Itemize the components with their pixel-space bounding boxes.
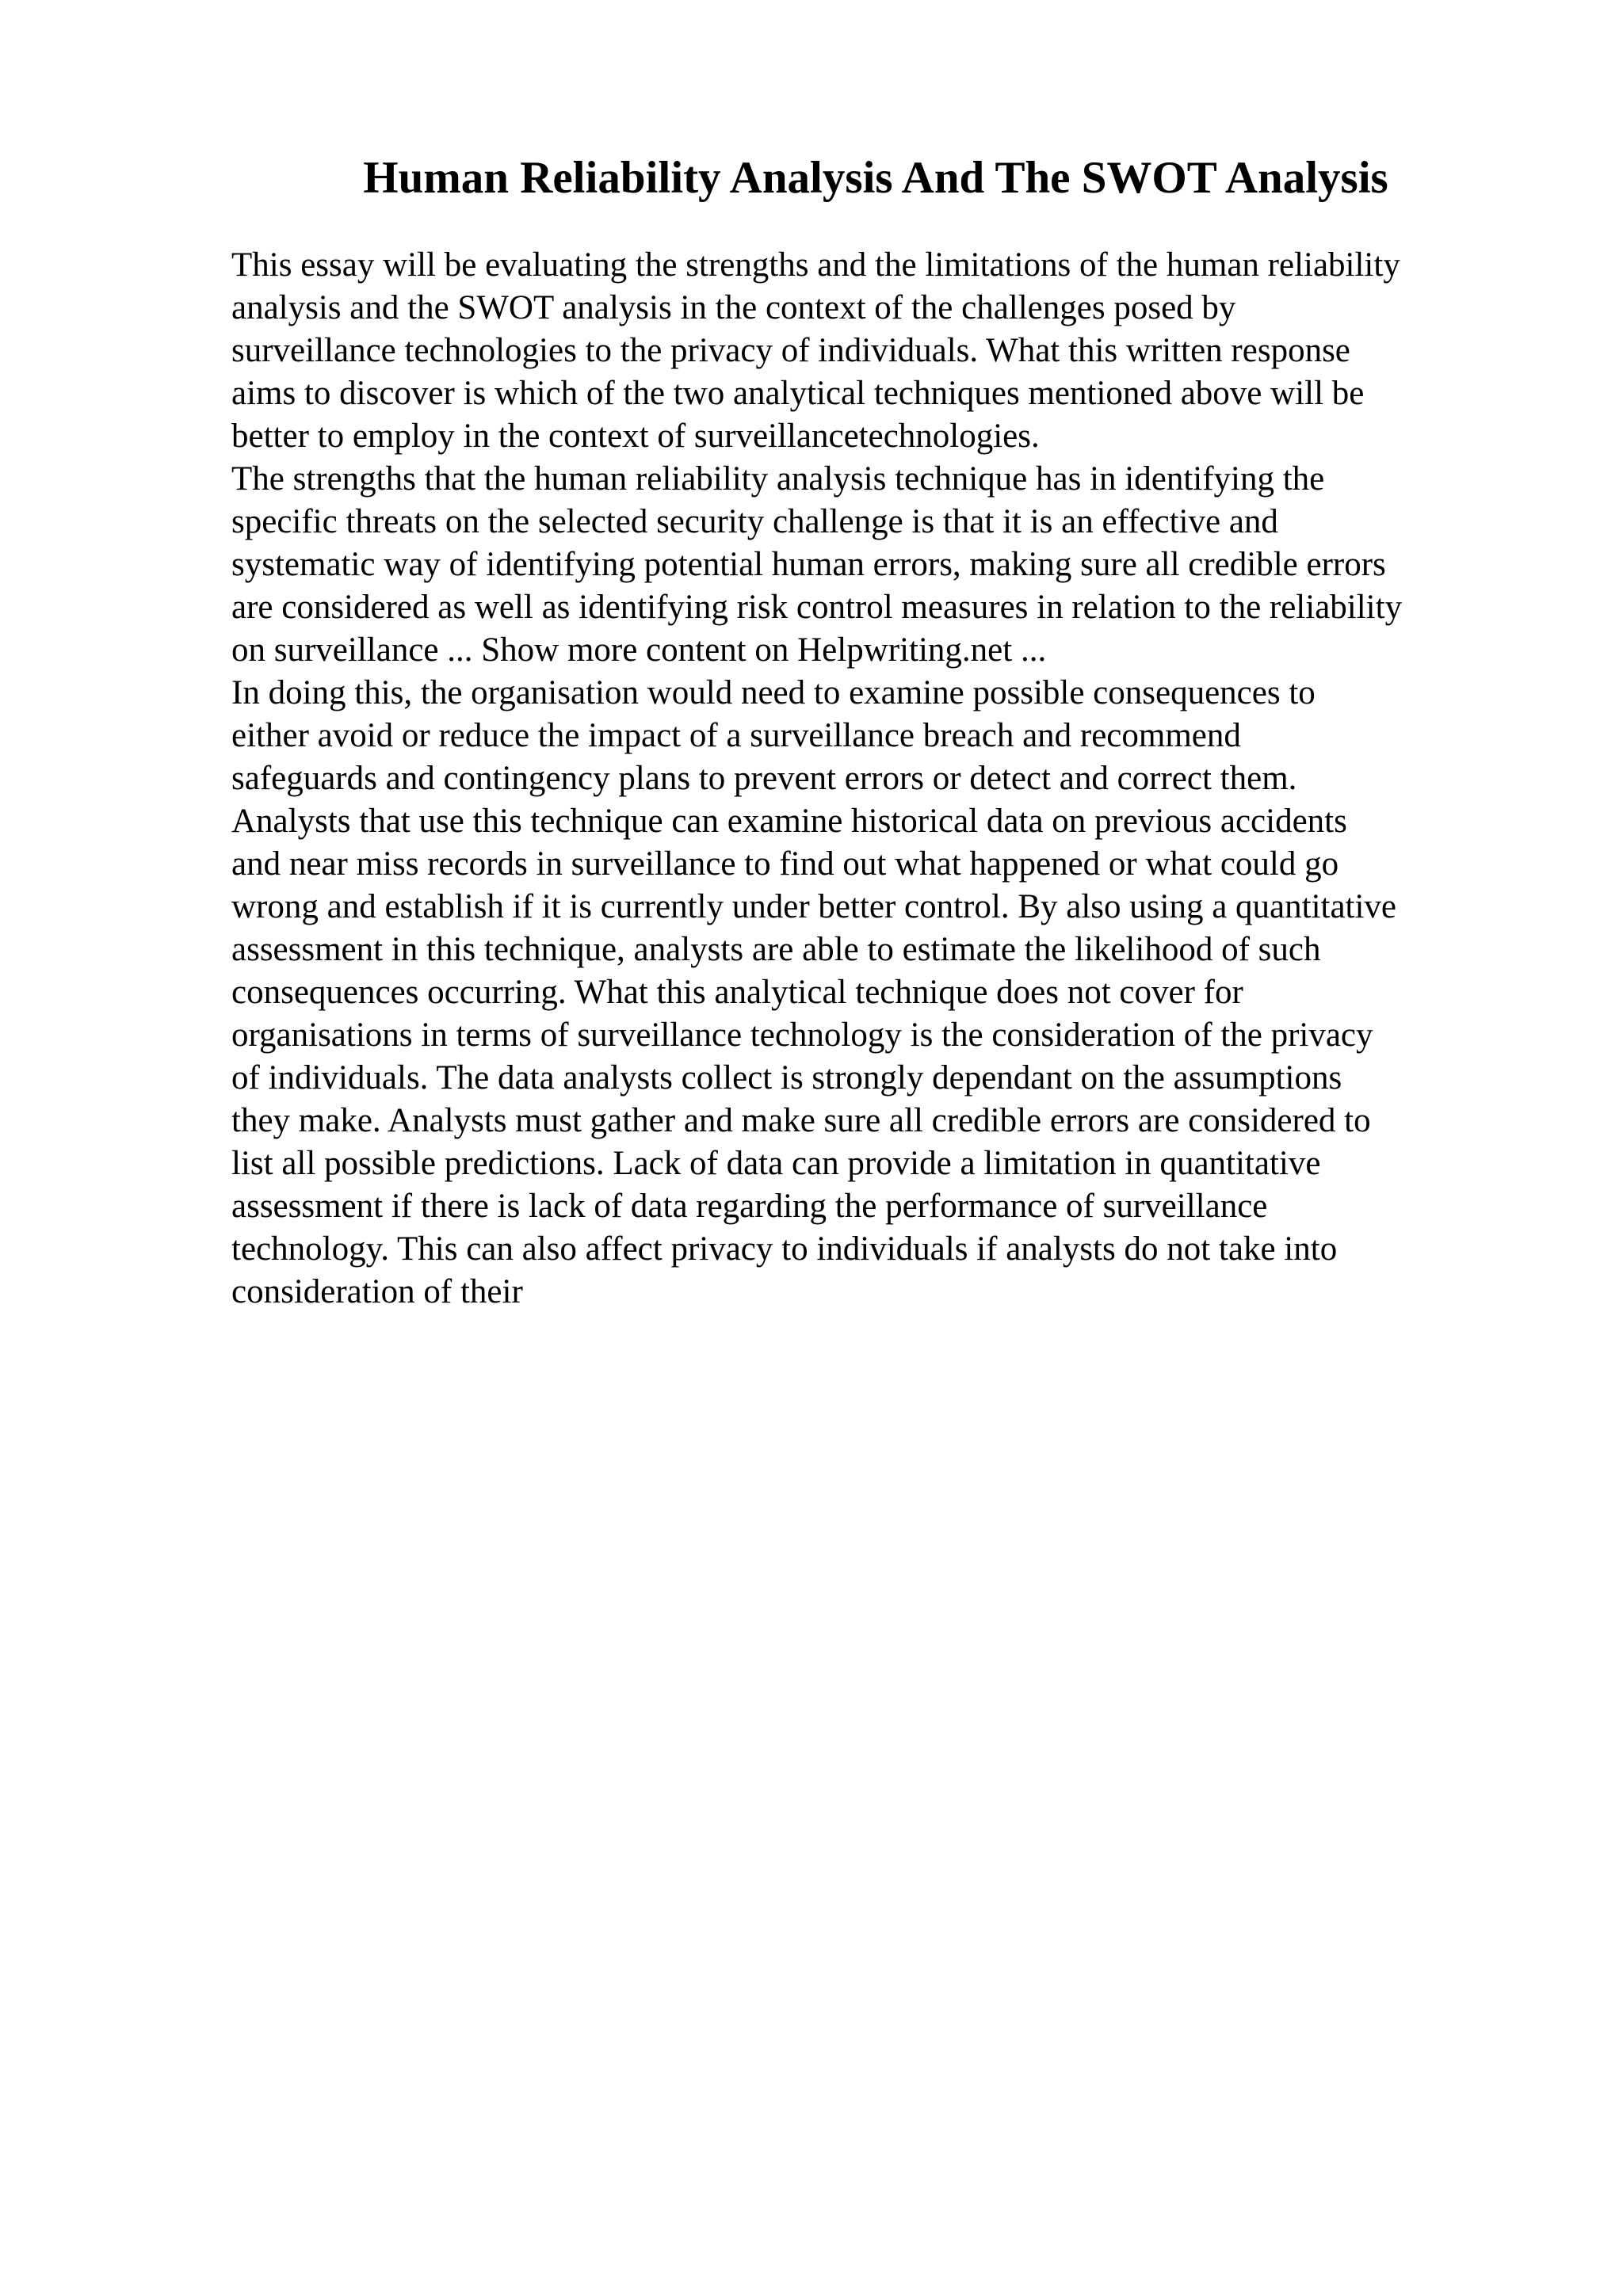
body-line: safeguards and contingency plans to prevent errors or detect and correct them. (231, 760, 1297, 797)
body-line: This essay will be evaluating the strengths and the limitations of the human reliability (231, 246, 1400, 284)
body-line: better to employ in the context of surveillancetechnologies. (231, 418, 1040, 455)
body-line: surveillance technologies to the privacy of individuals. What this written response (231, 332, 1350, 369)
document-body (231, 244, 1515, 1314)
body-line: In doing this, the organisation would need to examine possible consequences to (231, 674, 1316, 711)
body-line: analysis and the SWOT analysis in the context of the challenges posed by (231, 289, 1236, 326)
body-line: list all possible predictions. Lack of data can provide a limitation in quantitative (231, 1145, 1321, 1182)
body-line: are considered as well as identifying risk control measures in relation to the reliability (231, 589, 1403, 626)
body-line: of individuals. The data analysts collect is strongly dependant on the assumptions (231, 1059, 1342, 1097)
body-line: wrong and establish if it is currently under better control. By also using a quantitative (231, 888, 1397, 925)
body-line: and near miss records in surveillance to find out what happened or what could go (231, 845, 1339, 883)
body-line: The strengths that the human reliability analysis technique has in identifying the (231, 460, 1325, 498)
body-line: consequences occurring. What this analytical technique does not cover for (231, 974, 1243, 1011)
body-line: systematic way of identifying potential human errors, making sure all credible errors (231, 546, 1386, 583)
document-title: Human Reliability Analysis And The SWOT Analysis (363, 153, 1388, 203)
body-line: on surveillance ... Show more content on Helpwriting.net ... (231, 631, 1047, 669)
body-line: they make. Analysts must gather and make sure all credible errors are considered to (231, 1102, 1371, 1139)
body-line: consideration of their (231, 1273, 523, 1310)
body-line: either avoid or reduce the impact of a surveillance breach and recommend (231, 717, 1241, 754)
body-line: organisations in terms of surveillance technology is the consideration of the privacy (231, 1016, 1373, 1054)
body-line: technology. This can also affect privacy to individuals if analysts do not take into (231, 1230, 1338, 1268)
body-line: aims to discover is which of the two analytical techniques mentioned above will be (231, 375, 1365, 412)
body-line: assessment in this technique, analysts are able to estimate the likelihood of such (231, 931, 1321, 968)
body-line: specific threats on the selected security challenge is that it is an effective and (231, 503, 1278, 540)
body-line: assessment if there is lack of data regarding the performance of surveillance (231, 1188, 1268, 1225)
body-line: Analysts that use this technique can examine historical data on previous accidents (231, 803, 1347, 840)
